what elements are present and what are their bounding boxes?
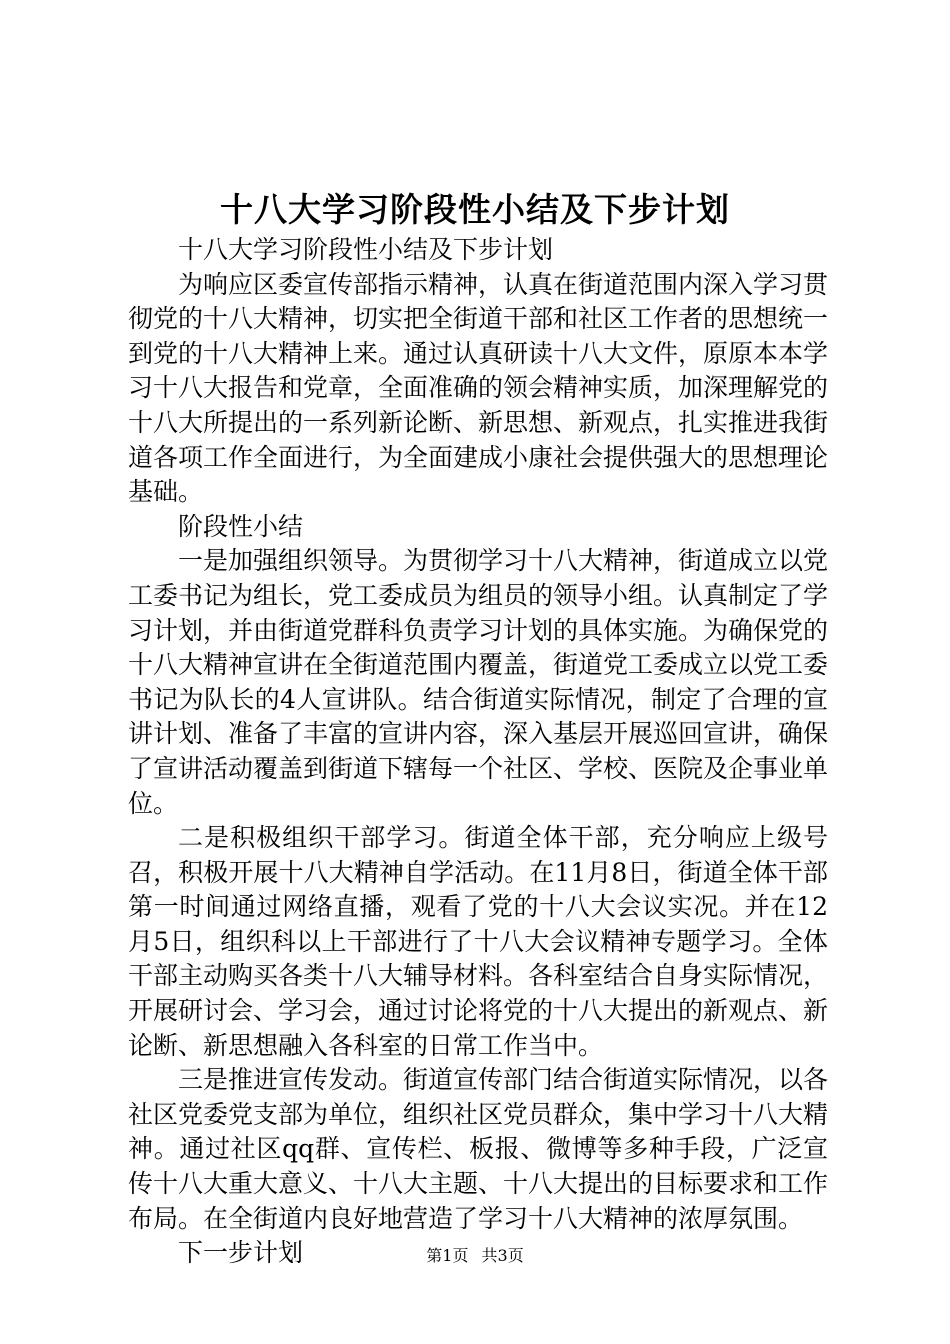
paragraph-point-1: 一是加强组织领导。为贯彻学习十八大精神，街道成立以党工委书记为组长，党工委成员为组员的领导小组。认真制定了学习计划，并由街道党群科负责学习计划的具体实施。为确保党的十八大精神宣讲在全街道范围内覆盖，街道党工委成立以党工委书记为队长的4人宣讲队。结合街道实际情况，制定了合理的宣讲计划、准备了丰富的宣讲内容，深入基层开展巡回宣讲，确保了宣讲活动覆盖到街道下辖每一个社区、学校、医院及企事业单位。 bbox=[128, 546, 829, 818]
page-total: 共3页 bbox=[481, 1246, 524, 1265]
document-body bbox=[128, 233, 828, 1271]
page-number: 第1页 bbox=[426, 1246, 469, 1265]
paragraph-point-3: 三是推进宣传发动。街道宣传部门结合街道实际情况，以各社区党委党支部为单位，组织社区党员群众，集中学习十八大精神。通过社区qq群、宣传栏、板报、微博等多种手段，广泛宣传十八大重大意义、十八大主题、十八大提出的目标要求和工作布局。在全街道内良好地营造了学习十八大精神的浓厚氛围。 bbox=[128, 1065, 829, 1233]
paragraph-intro: 为响应区委宣传部指示精神，认真在街道范围内深入学习贯彻党的十八大精神，切实把全街道干部和社区工作者的思想统一到党的十八大精神上来。通过认真研读十八大文件，原原本本学习十八大报告和党章，全面准确的领会精神实质，加深理解党的十八大所提出的一系列新论断、新思想、新观点，扎实推进我街道各项工作全面进行，为全面建成小康社会提供强大的思想理论基础。 bbox=[128, 269, 829, 507]
paragraph-point-2: 二是积极组织干部学习。街道全体干部，充分响应上级号召，积极开展十八大精神自学活动。在11月8日，街道全体干部第一时间通过网络直播，观看了党的十八大会议实况。并在12月5日，组织科以上干部进行了十八大会议精神专题学习。全体干部主动购买各类十八大辅导材料。各科室结合自身实际情况，开展研讨会、学习会，通过讨论将党的十八大提出的新观点、新论断、新思想融入各科室的日常工作当中。 bbox=[128, 823, 829, 1060]
section-heading-next-plan: 下一步计划 bbox=[178, 1238, 304, 1268]
document-title: 十八大学习阶段性小结及下步计划 bbox=[220, 190, 730, 229]
section-heading-summary: 阶段性小结 bbox=[178, 511, 304, 541]
paragraph-subtitle: 十八大学习阶段性小结及下步计划 bbox=[178, 235, 554, 264]
page-footer bbox=[0, 1244, 950, 1268]
